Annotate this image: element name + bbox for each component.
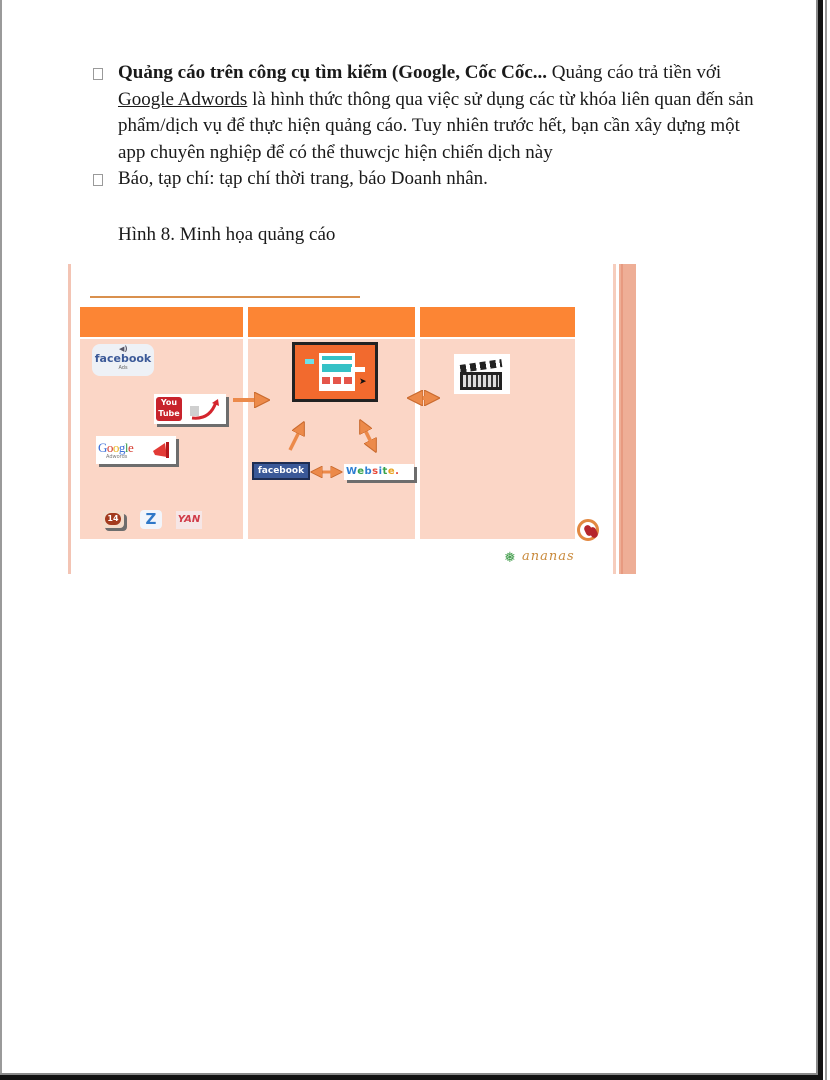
shoe-brand-icon (577, 519, 599, 541)
figure-left-bar (68, 264, 71, 574)
facebook-logo: facebook (252, 462, 310, 480)
brand-name: ananas (522, 549, 575, 564)
column-content (420, 307, 575, 539)
bullet-text-cont: là hình thức thông qua việc sử dụng các từ khóa liên quan đến sản phẩm/dịch vụ để thực hiện quảng cáo. Tuy nhiên trước hết, bạn cần xây dựng một app chuyên nghiệp để có thể thuwcjc hiện chiến dịch này (118, 88, 754, 163)
figure-title-underline (90, 296, 360, 298)
bullet-item-magazines (92, 166, 762, 193)
advertising-figure (68, 264, 638, 574)
website-logo: Website. (344, 464, 414, 480)
column-header (420, 307, 575, 337)
app-mockup-icon (292, 342, 378, 402)
megaphone-icon (151, 439, 173, 461)
column-header (248, 307, 415, 337)
page-border-right (818, 0, 823, 1080)
page-border-left (0, 0, 2, 1080)
google-sub: Adwords (106, 454, 128, 460)
figure-right-line (613, 264, 616, 574)
bullet-text: Quảng cáo trả tiền với (547, 62, 722, 83)
yan-logo: YAN (176, 511, 202, 529)
column-header (80, 307, 243, 337)
page-border-bottom (0, 1075, 823, 1080)
cursor-icon: ➤ (359, 377, 367, 387)
ananas-logo (504, 548, 614, 568)
youtube-icon: You Tube (156, 397, 182, 421)
facebook-ads-name: facebook (94, 352, 152, 365)
bullet-text: Báo, tạp chí: tạp chí thời trang, báo Doanh nhân. (118, 168, 488, 189)
bullet-box-icon (93, 68, 103, 80)
bullet-lead: Quảng cáo trên công cụ tìm kiếm (Google, Cốc Cốc... (118, 62, 548, 83)
figure-caption: Hình 8. Minh họa quảng cáo (118, 224, 336, 245)
bullet-box-icon (93, 174, 103, 186)
bullet-item-search-ads (92, 60, 762, 166)
zing-logo: Z (140, 510, 162, 529)
google-adwords-logo (96, 436, 176, 464)
news-site-logos (102, 509, 212, 531)
megaphone-icon: ◀) (119, 345, 128, 353)
kenh14-logo: 14 (102, 511, 124, 528)
pineapple-leaf-icon: ❅ (504, 550, 516, 566)
google-adwords-link[interactable]: Google Adwords (118, 88, 248, 110)
page-border-right-edge (825, 0, 827, 1080)
body-text (92, 60, 762, 193)
youtube-logo (154, 394, 226, 424)
figure-right-bar-line (621, 264, 623, 574)
growth-arrow-icon (188, 398, 222, 420)
facebook-ads-sub: Ads (118, 365, 128, 371)
video-clapperboard-icon (454, 354, 510, 394)
facebook-ads-logo (92, 344, 154, 376)
google-wordmark: Google (98, 440, 134, 455)
